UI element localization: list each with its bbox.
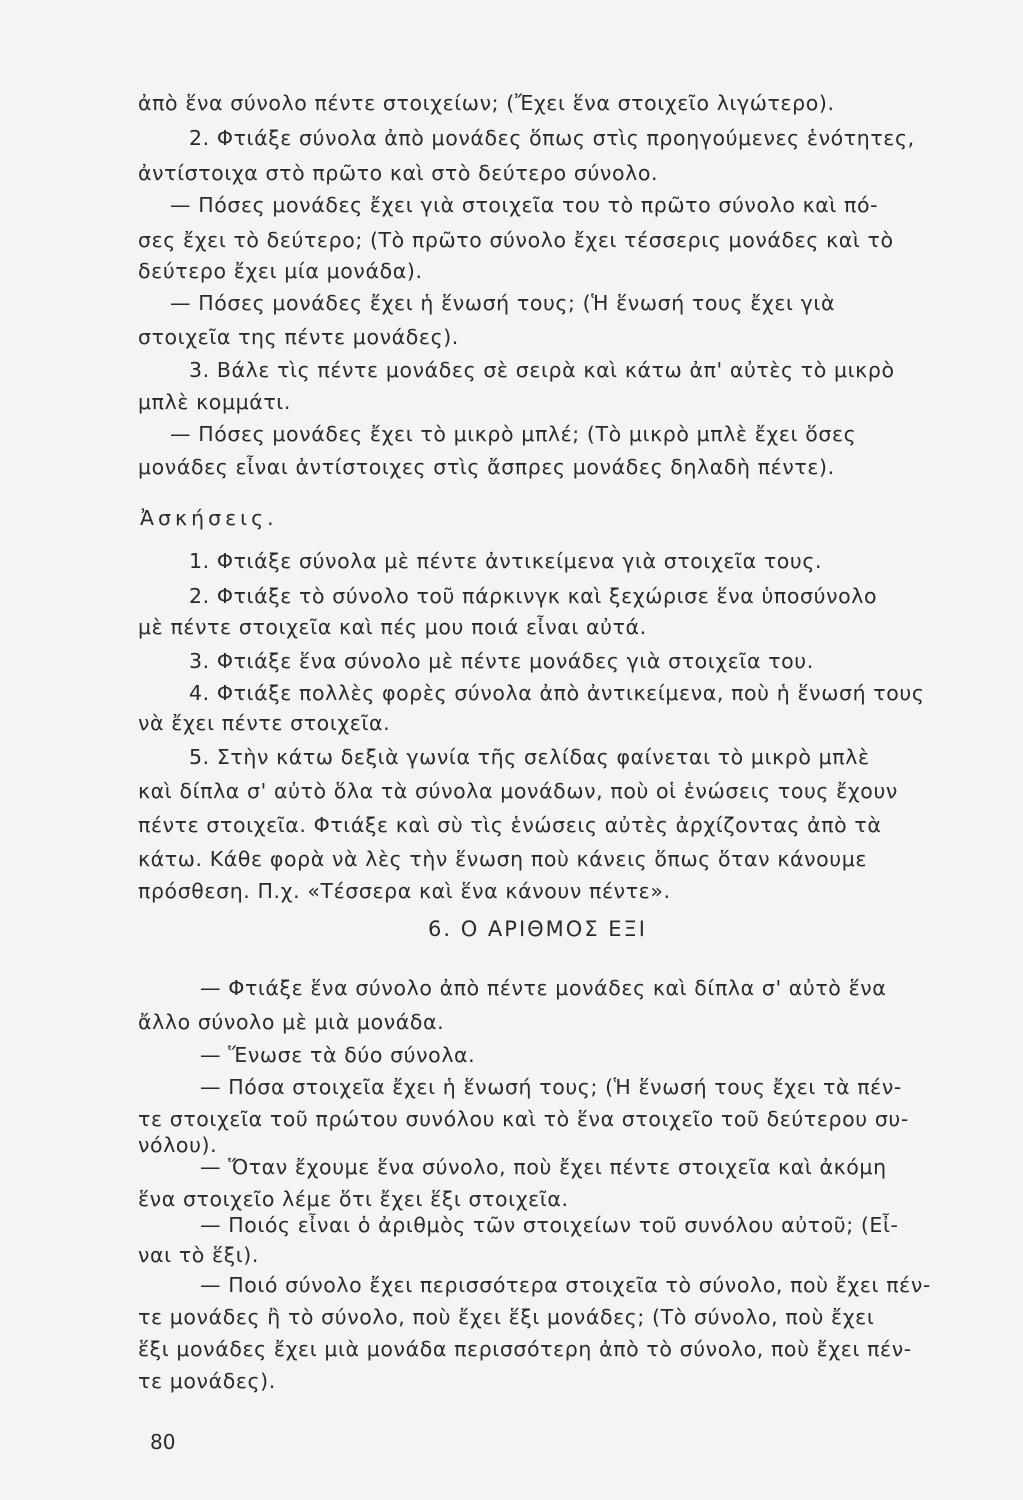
text-line: ἕνα στοιχεῖο λέμε ὅτι ἔχει ἕξι στοιχεῖα. bbox=[138, 1187, 569, 1211]
text-line: 3. Βάλε τὶς πέντε μονάδες σὲ σειρὰ καὶ κάτω ἀπ' αὐτὲς τὸ μικρὸ bbox=[189, 358, 895, 382]
text-line: καὶ δίπλα σ' αὐτὸ ὅλα τὰ σύνολα μονάδων, ποὺ οἱ ἑνώσεις τους ἔχουν bbox=[138, 779, 898, 803]
exercise-item: 5. Στὴν κάτω δεξιὰ γωνία τῆς σελίδας φαίνεται τὸ μικρὸ μπλὲ bbox=[189, 745, 870, 769]
exercise-item: 3. Φτιάξε ἕνα σύνολο μὲ πέντε μονάδες γιὰ στοιχεῖα του. bbox=[189, 649, 814, 673]
exercise-item: 1. Φτιάξε σύνολα μὲ πέντε ἀντικείμενα γιὰ στοιχεῖα τους. bbox=[189, 549, 823, 573]
text-line: ἀπὸ ἕνα σύνολο πέντε στοιχείων; (Ἔχει ἕνα στοιχεῖο λιγώτερο). bbox=[138, 91, 835, 115]
text-line: νὰ ἔχει πέντε στοιχεῖα. bbox=[138, 711, 391, 735]
text-line: κάτω. Κάθε φορὰ νὰ λὲς τὴν ἕνωση ποὺ κάνεις ὅπως ὅταν κάνουμε bbox=[138, 847, 868, 871]
text-line: ἄλλο σύνολο μὲ μιὰ μονάδα. bbox=[138, 1010, 445, 1034]
text-line: τε στοιχεῖα τοῦ πρώτου συνόλου καὶ τὸ ἕνα στοιχεῖο τοῦ δεύτερου συ- bbox=[138, 1107, 909, 1131]
text-line: μονάδες εἶναι ἀντίστοιχες στὶς ἄσπρες μονάδες δηλαδὴ πέντε). bbox=[138, 455, 835, 479]
section-title: 6. Ο ΑΡΙΘΜΟΣ ΕΞΙ bbox=[428, 917, 647, 941]
text-line: σες ἔχει τὸ δεύτερο; (Τὸ πρῶτο σύνολο ἔχει τέσσερις μονάδες καὶ τὸ bbox=[138, 228, 894, 252]
exercise-item: 2. Φτιάξε τὸ σύνολο τοῦ πάρκινγκ καὶ ξεχώρισε ἕνα ὑποσύνολο bbox=[189, 584, 878, 608]
text-line: πέντε στοιχεῖα. Φτιάξε καὶ σὺ τὶς ἑνώσεις αὐτὲς ἀρχίζοντας ἀπὸ τὰ bbox=[138, 813, 882, 837]
text-line: μπλὲ κομμάτι. bbox=[138, 390, 291, 414]
text-line: τε μονάδες). bbox=[138, 1369, 276, 1393]
exercises-heading: Ἀσκήσεις. bbox=[140, 506, 278, 530]
exercise-item: 4. Φτιάξε πολλὲς φορὲς σύνολα ἀπὸ ἀντικείμενα, ποὺ ἡ ἕνωσή τους bbox=[189, 681, 925, 705]
text-line: μὲ πέντε στοιχεῖα καὶ πές μου ποιά εἶναι αὐτά. bbox=[138, 615, 647, 639]
text-line: — Φτιάξε ἕνα σύνολο ἀπὸ πέντε μονάδες καὶ δίπλα σ' αὐτὸ ἕνα bbox=[200, 976, 887, 1000]
text-line: — Πόσες μονάδες ἔχει ἡ ἕνωσή τους; (Ἡ ἕνωσή τους ἔχει γιὰ bbox=[170, 291, 836, 315]
text-line: ἕξι μονάδες ἔχει μιὰ μονάδα περισσότερη ἀπὸ τὸ σύνολο, ποὺ ἔχει πέν- bbox=[138, 1337, 912, 1361]
text-line: δεύτερο ἔχει μία μονάδα). bbox=[138, 259, 423, 283]
text-line: — Πόσες μονάδες ἔχει τὸ μικρὸ μπλέ; (Τὸ μικρὸ μπλὲ ἔχει ὅσες bbox=[170, 422, 857, 446]
text-line: τε μονάδες ἢ τὸ σύνολο, ποὺ ἔχει ἕξι μονάδες; (Τὸ σύνολο, ποὺ ἔχει bbox=[138, 1305, 875, 1329]
text-line: — Ποιός εἶναι ὁ ἀριθμὸς τῶν στοιχείων τοῦ συνόλου αὐτοῦ; (Εἶ- bbox=[200, 1213, 899, 1237]
text-line: — Πόσες μονάδες ἔχει γιὰ στοιχεῖα του τὸ πρῶτο σύνολο καὶ πό- bbox=[170, 193, 879, 217]
text-line: 2. Φτιάξε σύνολα ἀπὸ μονάδες ὅπως στὶς προηγούμενες ἑνότητες, bbox=[189, 126, 915, 150]
page-number: 80 bbox=[150, 1430, 176, 1454]
text-line: ναι τὸ ἕξι). bbox=[138, 1243, 259, 1267]
text-line: στοιχεῖα της πέντε μονάδες). bbox=[138, 325, 459, 349]
text-line: — Πόσα στοιχεῖα ἔχει ἡ ἕνωσή τους; (Ἡ ἕνωσή τους ἔχει τὰ πέν- bbox=[200, 1075, 902, 1099]
text-line: πρόσθεση. Π.χ. «Τέσσερα καὶ ἕνα κάνουν πέντε». bbox=[138, 879, 671, 903]
text-line: — Ποιό σύνολο ἔχει περισσότερα στοιχεῖα τὸ σύνολο, ποὺ ἔχει πέν- bbox=[200, 1273, 931, 1297]
text-line: ἀντίστοιχα στὸ πρῶτο καὶ στὸ δεύτερο σύνολο. bbox=[138, 161, 659, 185]
text-line: — Ὅταν ἔχουμε ἕνα σύνολο, ποὺ ἔχει πέντε στοιχεῖα καὶ ἀκόμη bbox=[200, 1155, 887, 1179]
text-line: — Ἕνωσε τὰ δύο σύνολα. bbox=[200, 1043, 476, 1067]
text-line: νόλου). bbox=[138, 1133, 218, 1157]
